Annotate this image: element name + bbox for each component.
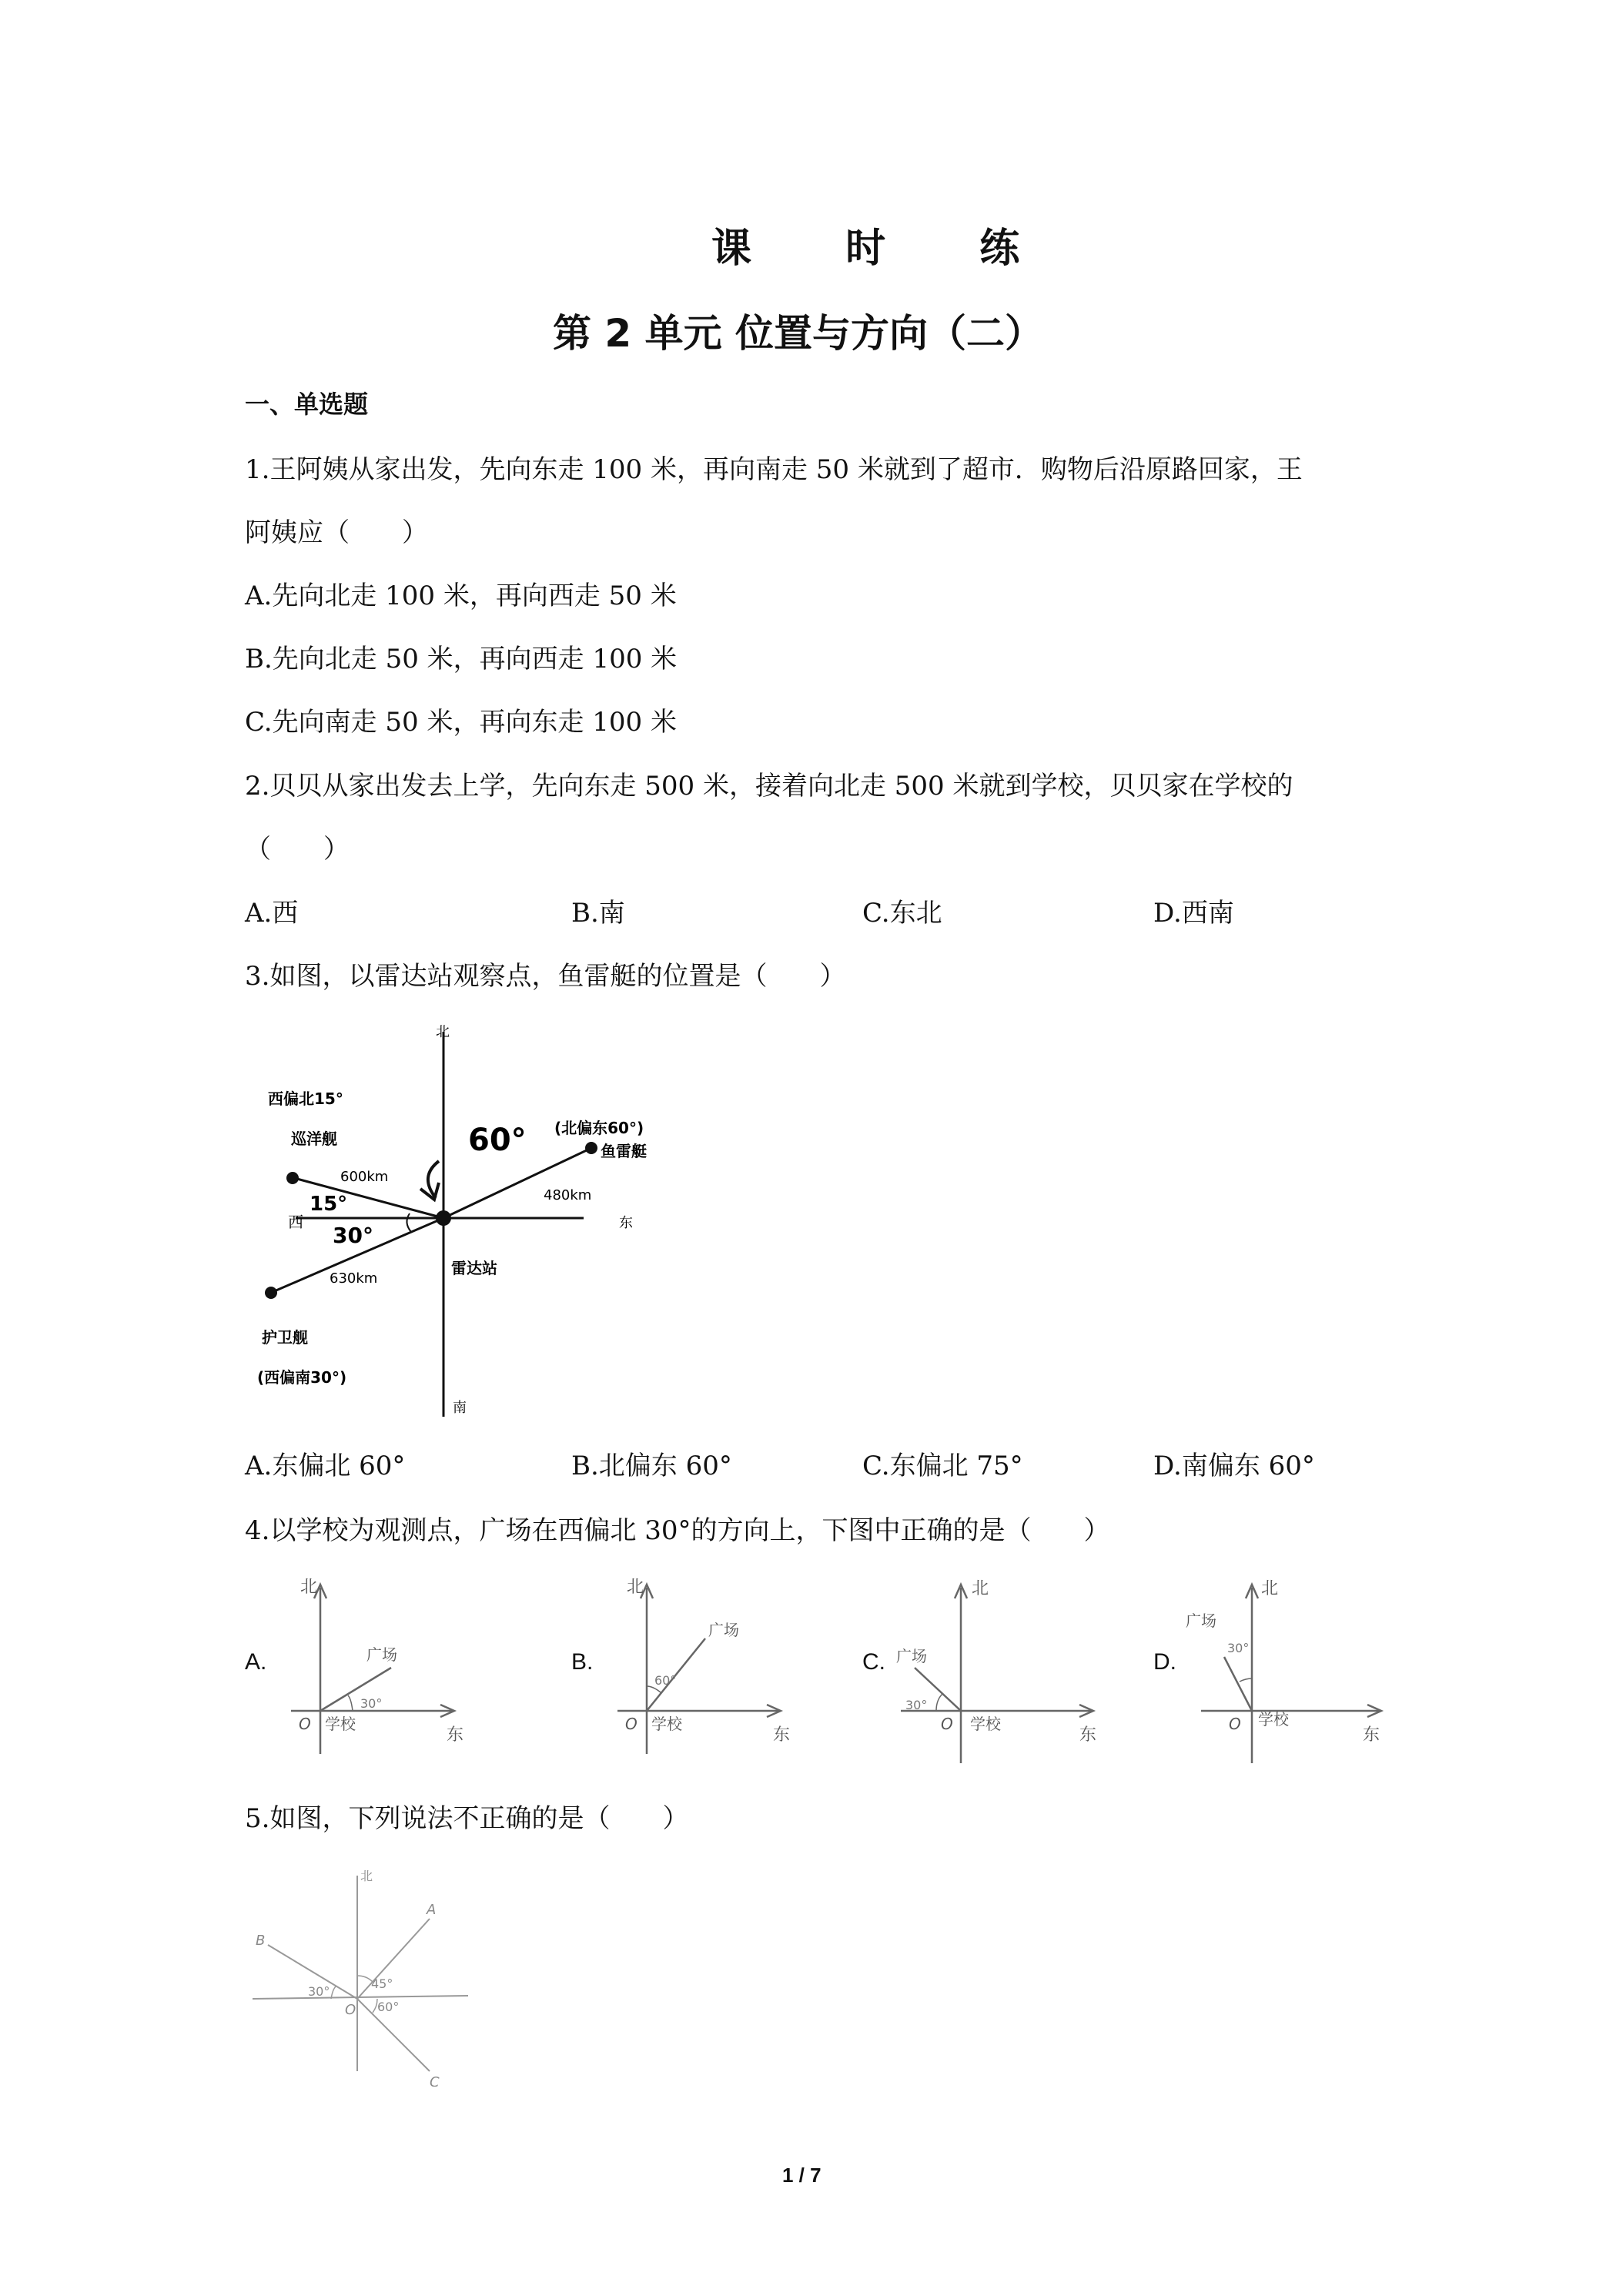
svg-text:广场: 广场 bbox=[896, 1647, 927, 1665]
svg-text:北: 北 bbox=[972, 1579, 989, 1598]
q1-option-b: B.先向北走 50 米，再向西走 100 米 bbox=[245, 644, 678, 674]
svg-text:学校: 学校 bbox=[970, 1715, 1001, 1733]
q4-option-d-figure bbox=[1178, 1571, 1394, 1771]
q3-frigate-dot bbox=[265, 1287, 277, 1299]
q3-angle60-label: 60° bbox=[468, 1123, 527, 1158]
svg-text:B: B bbox=[256, 1933, 266, 1949]
svg-text:东: 东 bbox=[1363, 1725, 1380, 1745]
q3-torpedo-dist-label: 480km bbox=[544, 1187, 592, 1203]
q3-cruiser-dot bbox=[286, 1172, 299, 1184]
q3-frigate-dir-label: (西偏南30°) bbox=[257, 1368, 347, 1387]
svg-text:广场: 广场 bbox=[366, 1645, 397, 1664]
q5-ray-a bbox=[357, 1919, 430, 1999]
q3-cruiser-dir-label: 西偏北15° bbox=[268, 1089, 343, 1108]
svg-text:O: O bbox=[625, 1715, 637, 1733]
svg-text:学校: 学校 bbox=[325, 1715, 356, 1733]
svg-text:O: O bbox=[1229, 1715, 1241, 1733]
q3-east-label: 东 bbox=[619, 1215, 633, 1231]
q3-angle15-label: 15° bbox=[310, 1193, 348, 1216]
q3-option-b: B.北偏东 60° bbox=[571, 1451, 732, 1481]
svg-text:广场: 广场 bbox=[1186, 1612, 1216, 1630]
q3-text: 3.如图，以雷达站观察点，鱼雷艇的位置是（ ） bbox=[245, 961, 846, 992]
svg-text:东: 东 bbox=[773, 1725, 791, 1745]
q4-b-angle-label: 60° bbox=[654, 1673, 677, 1688]
q1-option-a: A.先向北走 100 米，再向西走 50 米 bbox=[245, 581, 677, 611]
section-heading: 一、单选题 bbox=[245, 390, 369, 419]
q1-text-line2: 阿姨应（ ） bbox=[245, 517, 428, 548]
q3-station-label: 雷达站 bbox=[451, 1259, 497, 1277]
page-title: 课 时 练 bbox=[711, 226, 1060, 272]
q2-option-d: D.西南 bbox=[1153, 898, 1234, 929]
svg-text:东: 东 bbox=[1079, 1725, 1097, 1745]
q3-west-label: 西 bbox=[288, 1213, 303, 1231]
svg-text:60°: 60° bbox=[377, 2000, 400, 2014]
q4-d-angle-label: 30° bbox=[1227, 1641, 1250, 1655]
q2-option-b: B.南 bbox=[571, 898, 625, 929]
q4-text: 4.以学校为观测点，广场在西偏北 30°的方向上，下图中正确的是（ ） bbox=[245, 1515, 1110, 1546]
q3-north-label: 北 bbox=[436, 1024, 450, 1040]
page-number: 1 / 7 bbox=[782, 2164, 822, 2187]
svg-text:O: O bbox=[299, 1715, 311, 1733]
q3-frigate-dist-label: 630km bbox=[330, 1270, 378, 1287]
svg-text:45°: 45° bbox=[371, 1976, 393, 1991]
svg-text:30°: 30° bbox=[308, 1984, 330, 1999]
q3-option-c: C.东偏北 75° bbox=[862, 1451, 1023, 1481]
q4-option-a-figure bbox=[277, 1571, 477, 1771]
svg-text:北: 北 bbox=[626, 1578, 644, 1597]
q4-c-angle-label: 30° bbox=[905, 1698, 928, 1712]
q4-option-a-letter: A. bbox=[245, 1649, 267, 1675]
svg-text:北: 北 bbox=[360, 1869, 373, 1883]
q5-figure bbox=[245, 1863, 491, 2087]
q3-angle30-label: 30° bbox=[333, 1223, 373, 1248]
q4-option-b-letter: B. bbox=[571, 1649, 594, 1675]
q3-torpedo-dir-label: (北偏东60°) bbox=[554, 1119, 644, 1137]
q3-cruiser-label: 巡洋舰 bbox=[291, 1130, 337, 1148]
q3-angle30-arc bbox=[407, 1213, 411, 1232]
q3-option-d: D.南偏东 60° bbox=[1153, 1451, 1315, 1481]
q4-option-c-letter: C. bbox=[862, 1649, 885, 1675]
q5-text: 5.如图，下列说法不正确的是（ ） bbox=[245, 1803, 689, 1834]
svg-text:O: O bbox=[941, 1715, 953, 1733]
svg-text:学校: 学校 bbox=[651, 1715, 682, 1733]
svg-text:北: 北 bbox=[300, 1578, 317, 1597]
q3-torpedo-line bbox=[443, 1149, 590, 1218]
q3-south-label: 南 bbox=[453, 1400, 467, 1416]
svg-text:学校: 学校 bbox=[1258, 1710, 1289, 1729]
q4-option-c-figure bbox=[885, 1571, 1101, 1771]
q1-option-c: C.先向南走 50 米，再向东走 100 米 bbox=[245, 707, 677, 738]
q2-text-line1: 2.贝贝从家出发去上学，先向东走 500 米，接着向北走 500 米就到学校，贝贝家在学校的 bbox=[245, 771, 1293, 802]
q1-text-line1: 1.王阿姨从家出发，先向东走 100 米，再向南走 50 米就到了超市．购物后沿原路回家，王 bbox=[245, 454, 1303, 485]
svg-text:北: 北 bbox=[1261, 1579, 1279, 1598]
svg-text:广场: 广场 bbox=[708, 1621, 739, 1639]
q2-text-line2: （ ） bbox=[245, 834, 350, 865]
q4-d-ray bbox=[1224, 1657, 1252, 1711]
q4-a-angle-label: 30° bbox=[360, 1696, 383, 1711]
svg-text:东: 东 bbox=[447, 1725, 464, 1745]
q4-option-b-figure bbox=[604, 1571, 804, 1771]
svg-text:A: A bbox=[427, 1902, 437, 1918]
q3-cruiser-dist-label: 600km bbox=[340, 1169, 389, 1185]
svg-text:O: O bbox=[345, 2002, 356, 2018]
q3-station-dot bbox=[436, 1210, 451, 1226]
q3-radar-figure bbox=[245, 1016, 676, 1432]
q2-option-a: A.西 bbox=[245, 898, 299, 929]
svg-text:C: C bbox=[430, 2074, 440, 2087]
q2-option-c: C.东北 bbox=[862, 898, 942, 929]
page-subtitle: 第 2 单元 位置与方向（二） bbox=[553, 311, 1044, 356]
q3-torpedo-dot bbox=[585, 1142, 597, 1154]
q4-option-d-letter: D. bbox=[1153, 1649, 1176, 1675]
q3-frigate-label: 护卫舰 bbox=[262, 1328, 308, 1347]
q3-torpedo-label: 鱼雷艇 bbox=[601, 1142, 647, 1160]
q3-option-a: A.东偏北 60° bbox=[245, 1451, 406, 1481]
